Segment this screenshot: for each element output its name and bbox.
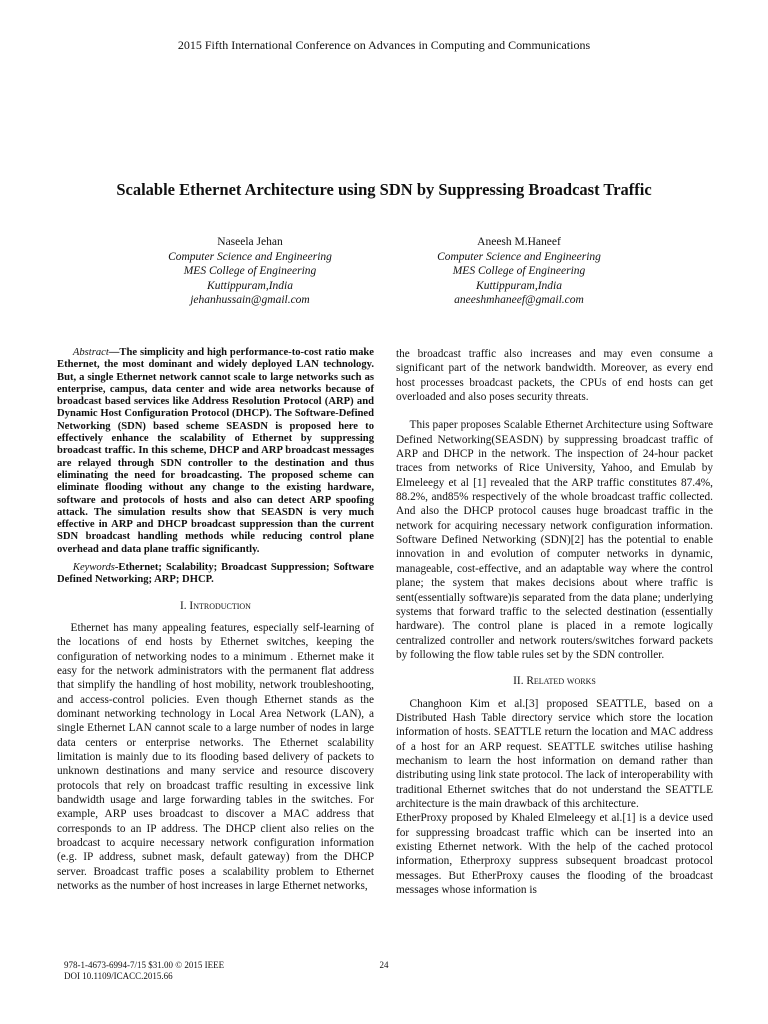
author-block-2: [389, 235, 649, 308]
author-name: Naseela Jehan: [217, 236, 283, 248]
abstract: [57, 347, 374, 556]
abstract-text: —The simplicity and high performance-to-cost ratio make Ethernet, the most dominant and widely deployed LAN technology. But, a single Ethernet network cannot scale to large networks such as enterprise, campus, data center and wide area networks because of broadcast based services like Address Resolution Protocol (ARP) and Dynamic Host Configuration Protocol (DHCP). The Software-Defined Networking (SDN) based scheme SEASDN is proposed here to effectively enhance the scalability of Ethernet by suppressing broadcast traffic. In this scheme, DHCP and ARP broadcast messages are relayed through SDN controller to the destination and thus eliminating the need for broadcasting. The proposed scheme can eliminate flooding without any change to the existing hardware, software and protocols of hosts and also can detect ARP spoofing attack. The simulation results show that SEASDN is very much effective in ARP and DHCP broadcast suppression than the current SDN broadcast handling methods while reducing control plane overhead and data plane traffic significantly.: [57, 347, 374, 555]
body-paragraph: This paper proposes Scalable Ethernet Architecture using Software Defined Networking(SEASDN) by suppressing broadcast traffic of ARP and DHCP in the network. The inspection of 24-hour packet traces from networks of Rice University, Yahoo, and Emulab by Elmeleegy et al [1] revealed that the ARP traffic constitutes 87.4%, 88.2%, and85% respectively of the whole broadcast traffic collected. And also the DHCP protocol causes huge broadcast traffic in the network for acquiring necessary network configuration information. Software Defined Networking (SDN)[2] has the potential to enable innovation in and evolution of computer networks in dynamic, manageable, cost-effective, and an adaptable way where the control plane; the system that makes decisions about where traffic is sent(essentially software)is separated from the data plane; underlying systems that forward traffic to the selected destination (essentially hardware). The control plane is placed in a remote logically centralized controller and network routers/switches forward packets by following the flow table rules set by the SDN controller.: [396, 419, 713, 661]
author-email: aneeshmhaneef@gmail.com: [454, 294, 584, 307]
author-dept: Computer Science and Engineering: [168, 250, 332, 263]
page-number: 24: [379, 960, 389, 970]
section-heading-introduction: I. Introduction: [180, 599, 251, 612]
abstract-lead: Abstract: [72, 347, 109, 358]
paper-title: Scalable Ethernet Architecture using SDN by Suppressing Broadcast Traffic: [116, 180, 652, 199]
related-paragraph: Changhoon Kim et al.[3] proposed SEATTLE, based on a Distributed Hash Table directory service which store the location information of hosts. SEATTLE return the location and MAC address of a host for an ARP request. SEATTLE switches utilise hashing mechanism to learn the host information on demand rather than distributing using link state protocol. The lack of interoperability with traditional Ethernet switches that do not understand the SEATTLE architecture is the main drawback of this architecture.: [396, 697, 713, 810]
body-paragraph: the broadcast traffic also increases and may even consume a significant part of the network bandwidth. Moreover, as every end host processes broadcast packets, the CPUs of end hosts can get overloaded and also poses security threats.: [396, 348, 713, 404]
author-email: jehanhussain@gmail.com: [190, 294, 310, 307]
author-location: Kuttippuram,India: [207, 279, 293, 292]
keywords-text: -Ethernet; Scalability; Broadcast Suppression; Software Defined Networking; ARP; DHCP.: [57, 562, 374, 586]
author-college: MES College of Engineering: [183, 265, 317, 278]
intro-paragraph: Ethernet has many appealing features, especially self-learning of the locations of end hosts by Ethernet switches, keeping the configuration of networking nodes to a minimum . Ethernet make it easy for the network administrators with the permanent flat address that simplify the handling of host mobility, network troubleshooting, and access-control policies. Even though Ethernet stands as the dominant networking technology in Local Area Network (LAN), a single Ethernet LAN cannot scale to a large number of nodes in large data centers or enterprise networks. The Ethernet scalability limitation is mainly due to its flooding based delivery of packets to unknown destinations and many service and resource discovery protocols that rely on broadcast traffic resulting in excessive link bandwidth usage and large forwarding tables in the switches. For example, ARP uses broadcast to discover a MAC address that corresponds to an IP address. The DHCP client also relies on the broadcast to acquire necessary network configuration information (e.g. IP address, subnet mask, default gateway) from the DHCP server. Broadcast traffic poses a scalability problem to Ethernet networks as the number of host increases in large Ethernet networks,: [57, 621, 374, 893]
footer-isbn: 978-1-4673-6994-7/15 $31.00 © 2015 IEEE: [64, 960, 225, 970]
related-paragraph: EtherProxy proposed by Khaled Elmeleegy et al.[1] is a device used for suppressing broadcast traffic which can be inserted into an existing Ethernet network. With the help of the cached protocol information, Etherproxy suppress subsequent broadcast protocol messages. But EtherProxy causes the flooding of the broadcast messages whose information is: [396, 812, 713, 897]
author-location: Kuttippuram,India: [476, 279, 562, 292]
author-block-1: [120, 235, 380, 308]
left-column: [57, 347, 374, 894]
footer-doi: DOI 10.1109/ICACC.2015.66: [64, 971, 173, 981]
author-college: MES College of Engineering: [452, 265, 586, 278]
conference-header: 2015 Fifth International Conference on Advances in Computing and Communications: [177, 38, 591, 52]
author-dept: Computer Science and Engineering: [437, 250, 601, 263]
keywords-lead: Keywords: [72, 562, 115, 574]
keywords: [57, 562, 374, 587]
section-heading-related-works: II. Related works: [513, 675, 596, 688]
author-name: Aneesh M.Haneef: [477, 236, 561, 248]
right-column: [396, 347, 713, 897]
